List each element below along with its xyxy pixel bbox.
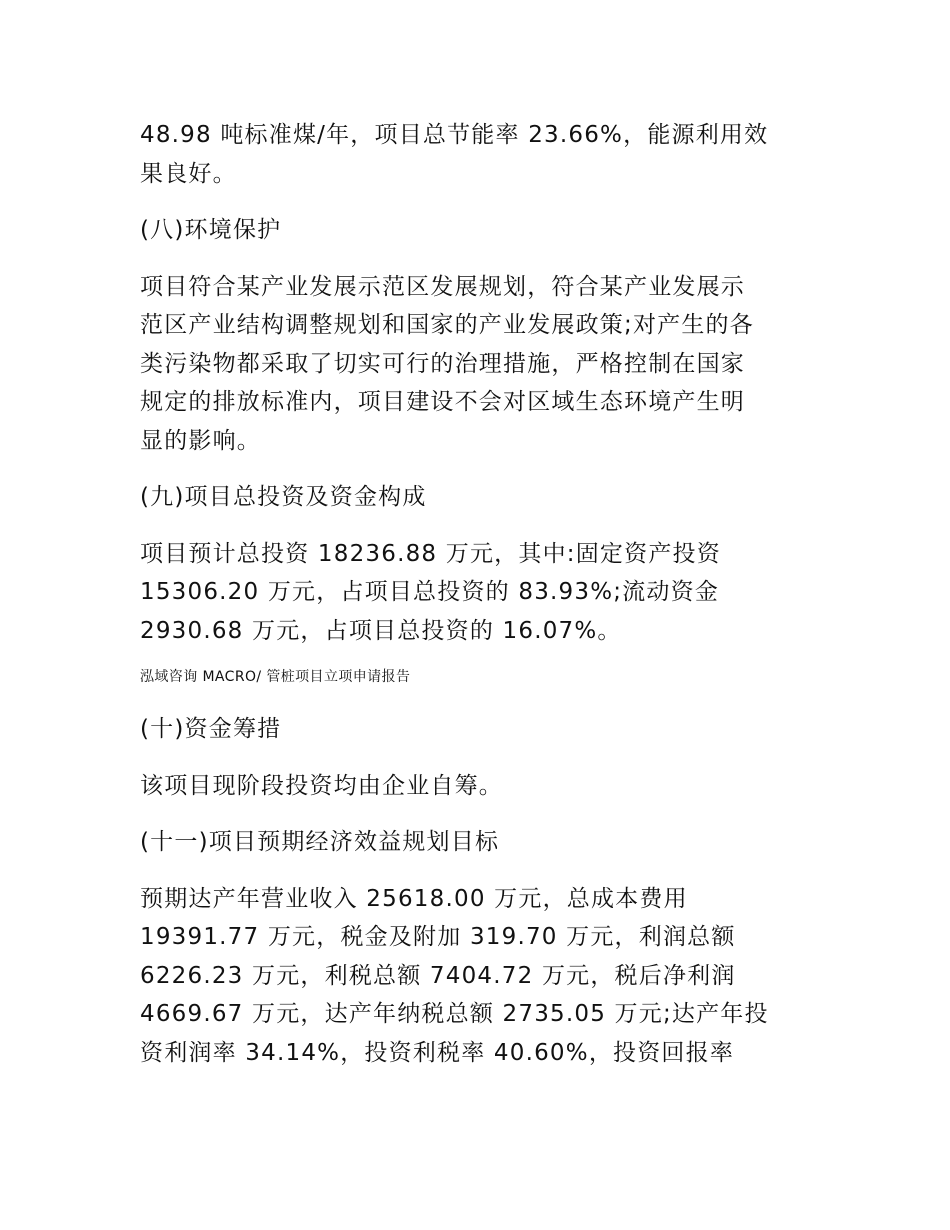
running-header-note: 泓域咨询 MACRO/ 管桩项目立项申请报告 — [140, 669, 411, 685]
heading-economic-benefit: (十一)项目预期经济效益规划目标 — [140, 829, 500, 855]
text-line: 4669.67 万元，达产年纳税总额 2735.05 万元;达产年投 — [140, 1001, 769, 1027]
paragraph-investment — [140, 535, 810, 651]
text-line: 19391.77 万元，税金及附加 319.70 万元，利润总额 — [140, 924, 736, 950]
text-line: 规定的排放标准内，项目建设不会对区域生态环境产生明 — [140, 389, 745, 415]
text-line: 范区产业结构调整规划和国家的产业发展政策;对产生的各 — [140, 312, 754, 338]
text-line: 项目预计总投资 18236.88 万元，其中:固定资产投资 — [140, 540, 721, 567]
text-line: 预期达产年营业收入 25618.00 万元，总成本费用 — [140, 885, 688, 912]
text-line: 该项目现阶段投资均由企业自筹。 — [140, 772, 503, 799]
text-line: 项目符合某产业发展示范区发展规划，符合某产业发展示 — [140, 273, 745, 300]
text-line: 6226.23 万元，利税总额 7404.72 万元，税后净利润 — [140, 962, 736, 989]
heading-environment-protection: (八)环境保护 — [140, 217, 282, 243]
paragraph-energy-saving — [140, 116, 810, 193]
text-line: 48.98 吨标准煤/年，项目总节能率 23.66%，能源利用效 — [140, 122, 769, 148]
text-line: 显的影响。 — [140, 427, 261, 454]
document-page — [140, 116, 810, 1072]
paragraph-environment — [140, 268, 810, 461]
heading-fund-raising: (十)资金筹措 — [140, 716, 282, 742]
paragraph-fund-raising — [140, 767, 810, 806]
paragraph-economic-benefit — [140, 880, 810, 1073]
text-line: 类污染物都采取了切实可行的治理措施，严格控制在国家 — [140, 350, 745, 377]
text-line: 资利润率 34.14%，投资利税率 40.60%，投资回报率 — [140, 1039, 735, 1066]
heading-total-investment: (九)项目总投资及资金构成 — [140, 484, 427, 510]
text-line: 2930.68 万元，占项目总投资的 16.07%。 — [140, 617, 622, 644]
text-line: 15306.20 万元，占项目总投资的 83.93%;流动资金 — [140, 579, 720, 605]
text-line: 果良好。 — [140, 160, 237, 187]
